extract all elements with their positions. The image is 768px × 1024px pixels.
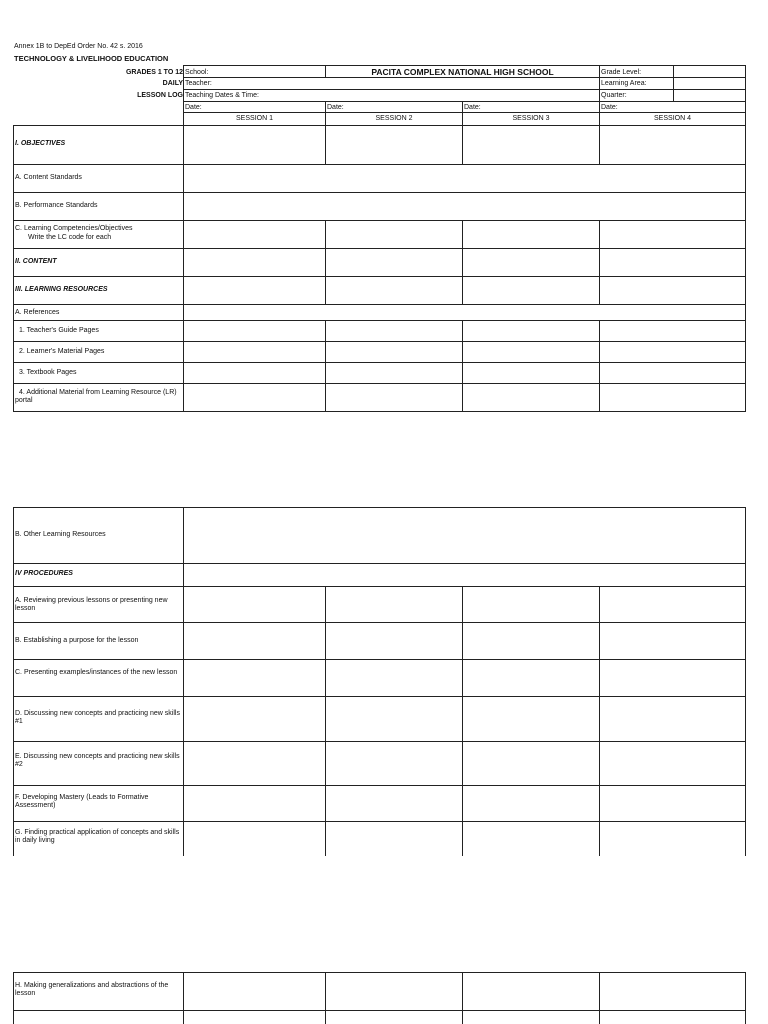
- date-label-3: Date:: [464, 104, 481, 111]
- row-teachers-guide: 1. Teacher's Guide Pages: [19, 327, 99, 334]
- subject-title: TECHNOLOGY & LIVELIHOOD EDUCATION: [14, 54, 169, 63]
- row-procedures: IV PROCEDURES: [15, 570, 73, 577]
- school-name: PACITA COMPLEX NATIONAL HIGH SCHOOL: [371, 67, 554, 77]
- row-objectives: I. OBJECTIVES: [15, 140, 66, 147]
- session-header-4: SESSION 4: [654, 115, 691, 122]
- session-header-1: SESSION 1: [236, 115, 273, 122]
- teacher-label: Teacher:: [185, 80, 212, 87]
- quarter-label: Quarter:: [601, 92, 627, 99]
- row-competencies-note: Write the LC code for each: [28, 234, 112, 241]
- row-competencies: C. Learning Competencies/Objectives: [15, 225, 133, 232]
- row-other-resources: B. Other Learning Resources: [15, 531, 106, 538]
- annex-reference: Annex 1B to DepEd Order No. 42 s. 2016: [14, 43, 143, 50]
- row-mastery: F. Developing Mastery (Leads to Formative Assessment): [15, 794, 149, 809]
- daily-label: DAILY: [162, 80, 183, 87]
- row-generalizations: H. Making generalizations and abstractions of the lesson: [15, 982, 169, 997]
- grades-label: GRADES 1 TO 12: [125, 69, 183, 76]
- date-label-2: Date:: [327, 104, 344, 111]
- row-purpose: B. Establishing a purpose for the lesson: [15, 637, 139, 644]
- row-content: II. CONTENT: [15, 258, 57, 265]
- row-discussing-2: E. Discussing new concepts and practicing new skills #2: [15, 753, 180, 768]
- learning-area-label: Learning Area:: [601, 80, 647, 87]
- row-content-standards: A. Content Standards: [15, 174, 82, 181]
- row-reviewing: A. Reviewing previous lessons or presenting new lesson: [15, 597, 168, 612]
- row-performance-standards: B. Performance Standards: [15, 202, 98, 209]
- row-learners-material: 2. Learner's Material Pages: [19, 348, 105, 355]
- row-presenting-examples: C. Presenting examples/instances of the new lesson: [15, 669, 178, 676]
- teaching-dates-label: Teaching Dates & Time:: [185, 92, 259, 99]
- school-label: School:: [185, 69, 209, 76]
- session-header-2: SESSION 2: [375, 115, 413, 122]
- grade-level-label: Grade Level:: [601, 69, 642, 76]
- row-learning-resources: III. LEARNING RESOURCES: [15, 286, 108, 293]
- lesson-log-label: LESSON LOG: [137, 92, 183, 99]
- row-additional-material: 4. Additional Material from Learning Resource (LR) portal: [15, 389, 177, 404]
- date-label-4: Date:: [601, 104, 618, 111]
- session-header-3: SESSION 3: [512, 115, 550, 122]
- date-label-1: Date:: [185, 104, 202, 111]
- row-discussing-1: D. Discussing new concepts and practicing new skills #1: [15, 710, 180, 725]
- row-practical: G. Finding practical application of concepts and skills in daily living: [15, 829, 180, 844]
- row-textbook: 3. Textbook Pages: [19, 369, 77, 376]
- row-references: A. References: [15, 309, 60, 316]
